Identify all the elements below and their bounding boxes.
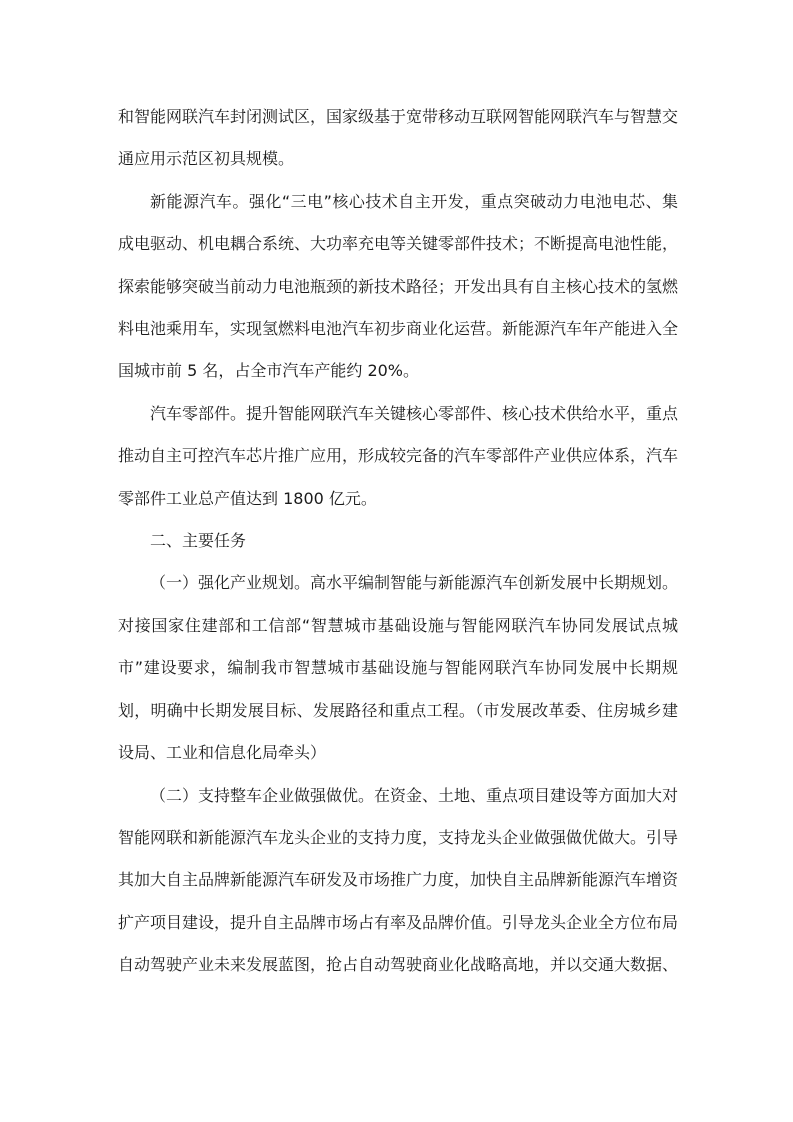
paragraph-task-1-industry-planning: （一）强化产业规划。高水平编制智能与新能源汽车创新发展中长期规划。对接国家住建部和工信部“智慧城市基础设施与智能网联汽车协同发展试点城市”建设要求，编制我市智慧城市基础设施与智能网联汽车协同发展中长期规划，明确中长期发展目标、发展路径和重点工程。（市发展改革委、住房城乡建设局、工业和信息化局牵头） — [118, 573, 679, 763]
paragraph-continuation: 和智能网联汽车封闭测试区，国家级基于宽带移动互联网智能网联汽车与智慧交通应用示范区初具规模。 — [118, 107, 679, 169]
paragraph-task-2-vehicle-enterprises: （二）支持整车企业做强做优。在资金、土地、重点项目建设等方面加大对智能网联和新能源汽车龙头企业的支持力度，支持龙头企业做强做优做大。引导其加大自主品牌新能源汽车研发及市场推广力度，加快自主品牌新能源汽车增资扩产项目建设，提升自主品牌市场占有率及品牌价值。引导龙头企业全方位布局自动驾驶产业未来发展蓝图，抢占自动驾驶商业化战略高地，并以交通大数据、 — [118, 785, 679, 975]
paragraph-new-energy-vehicles: 新能源汽车。强化“三电”核心技术自主开发，重点突破动力电池电芯、集成电驱动、机电耦合系统、大功率充电等关键零部件技术；不断提高电池性能，探索能够突破当前动力电池瓶颈的新技术路径；开发出具有自主核心技术的氢燃料电池乘用车，实现氢燃料电池汽车初步商业化运营。新能源汽车年产能进入全国城市前 5 名，占全市汽车产能约 20%。 — [118, 191, 679, 381]
paragraph-auto-parts: 汽车零部件。提升智能网联汽车关键核心零部件、核心技术供给水平，重点推动自主可控汽车芯片推广应用，形成较完备的汽车零部件产业供应体系，汽车零部件工业总产值达到 1800 亿元。 — [118, 403, 679, 508]
document-body — [118, 96, 678, 987]
section-heading-main-tasks: 二、主要任务 — [150, 531, 247, 551]
